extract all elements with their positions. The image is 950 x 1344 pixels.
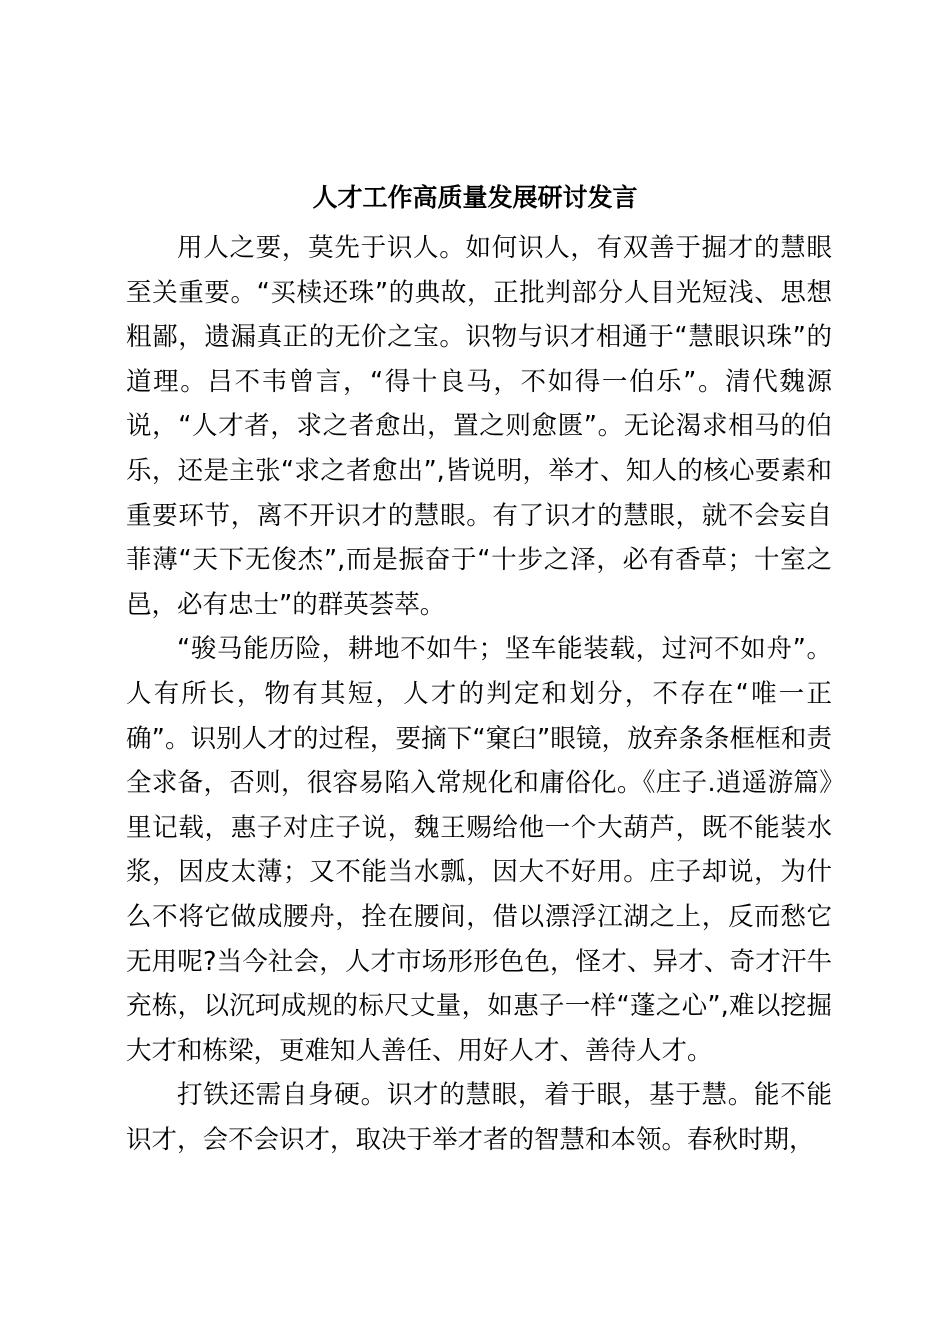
paragraph-2: “骏马能历险，耕地不如牛；坚车能装载，过河不如舟”。人有所长，物有其短，人才的判定和划分，不存在“唯一正确”。识别人才的过程，要摘下“窠臼”眼镜，放弃条条框框和责全求备，否则，很容易陷入常规化和庸俗化。《庄子.逍遥游篇》里记载，惠子对庄子说，魏王赐给他一个大葫芦，既不能装水浆，因皮太薄；又不能当水瓢，因大不好用。庄子却说，为什么不将它做成腰舟，拴在腰间，借以漂浮江湖之上，反而愁它无用呢?当今社会，人才市场形形色色，怪才、异才、奇才汗牛充栋，以沉珂成规的标尺丈量，如惠子一样“蓬之心”,难以挖掘大才和栋梁，更难知人善任、用好人才、善待人才。 — [126, 634, 832, 1066]
paragraph-3: 打铁还需自身硬。识才的慧眼，着于眼，基于慧。能不能识才，会不会识才，取决于举才者的智慧和本领。春秋时期， — [126, 1080, 832, 1155]
document-body — [126, 226, 832, 1162]
paragraph-1: 用人之要，莫先于识人。如何识人，有双善于掘才的慧眼至关重要。“买椟还珠”的典故，正批判部分人目光短浅、思想粗鄙，遗漏真正的无价之宝。识物与识才相通于“慧眼识珠”的道理。吕不韦曾言，“得十良马，不如得一伯乐”。清代魏源说，“人才者，求之者愈出，置之则愈匮”。无论渴求相马的伯乐，还是主张“求之者愈出”,皆说明，举才、知人的核心要素和重要环节，离不开识才的慧眼。有了识才的慧眼，就不会妄自菲薄“天下无俊杰”,而是振奋于“十步之泽，必有香草；十室之邑，必有忠士”的群英荟萃。 — [126, 233, 832, 620]
document-title: 人才工作高质量发展研讨发言 — [312, 183, 638, 212]
